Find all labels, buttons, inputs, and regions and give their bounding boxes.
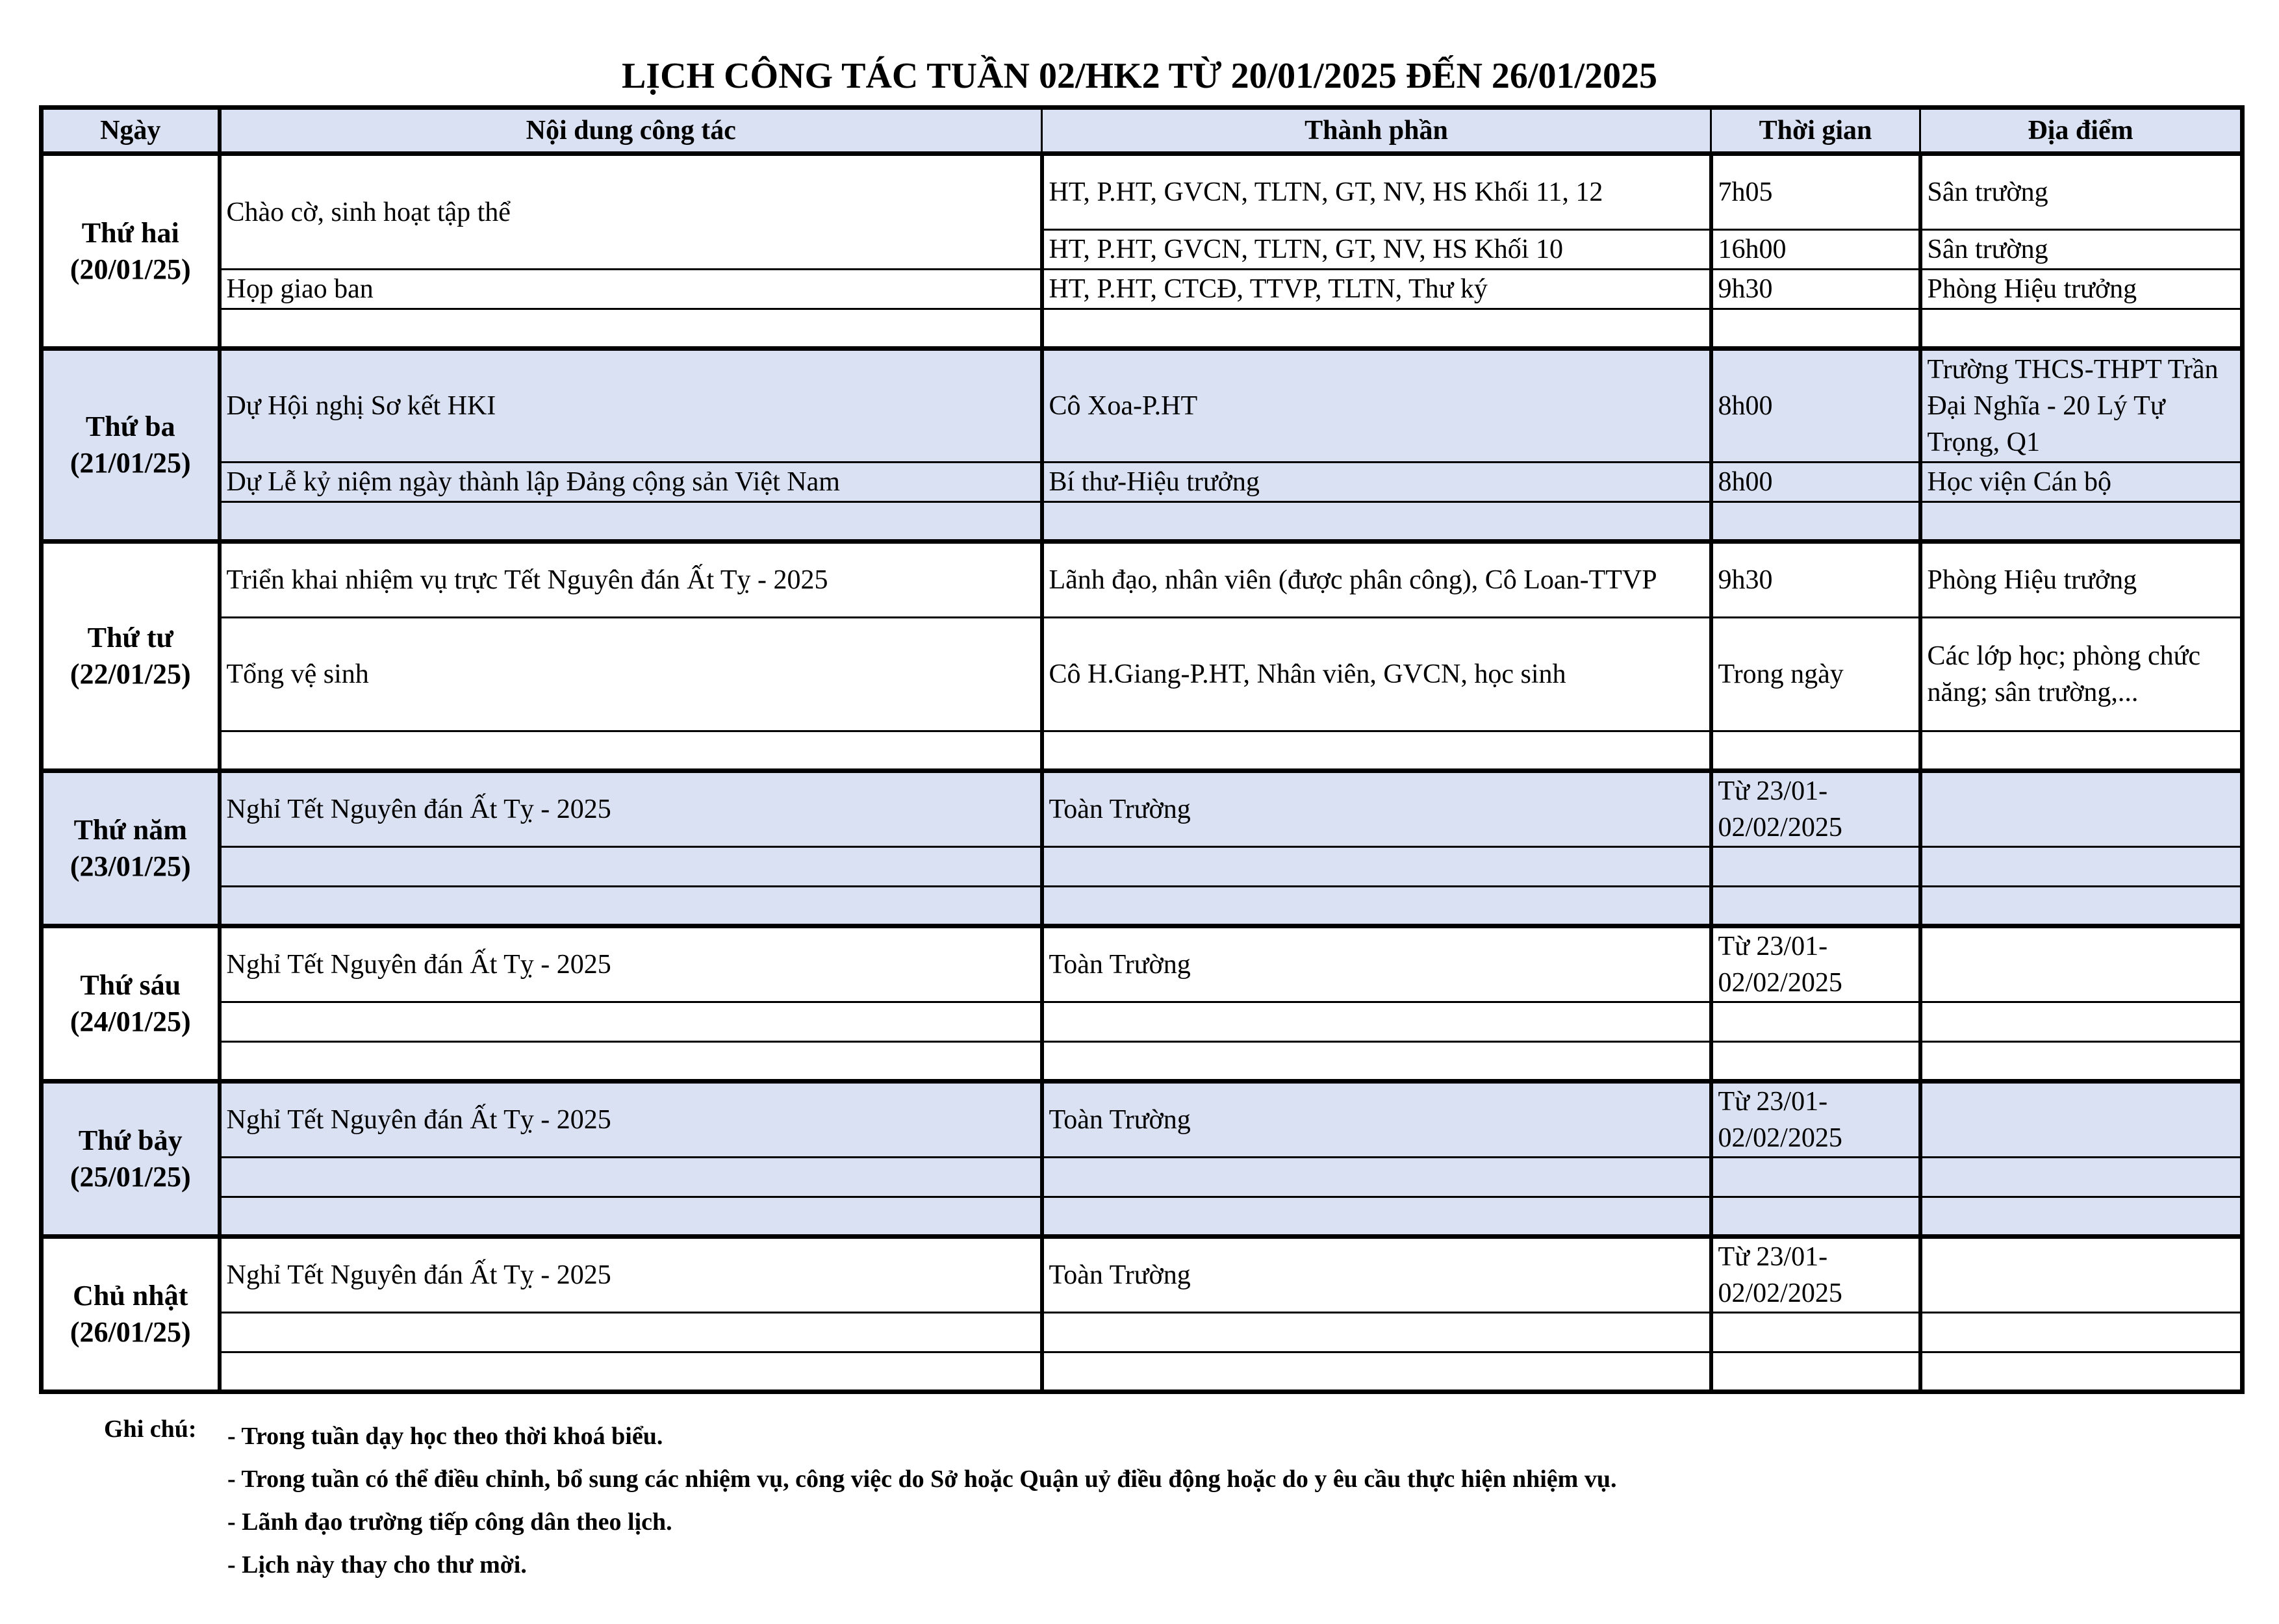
participants-cell — [1042, 309, 1711, 349]
day-name: Thứ ba — [85, 411, 175, 442]
table-row — [42, 618, 2243, 731]
participants-cell — [1042, 1002, 1711, 1042]
table-row — [42, 1313, 2243, 1352]
content-cell — [220, 887, 1042, 926]
place-cell — [1920, 1237, 2243, 1313]
content-cell: Triển khai nhiệm vụ trực Tết Nguyên đán Ất Tỵ - 2025 — [220, 542, 1042, 618]
header-day: Ngày — [42, 108, 220, 154]
time-cell — [1711, 1042, 1920, 1082]
day-group-monday — [42, 154, 2243, 349]
time-cell: 7h05 — [1711, 154, 1920, 230]
content-cell: Họp giao ban — [220, 270, 1042, 309]
place-cell: Phòng Hiệu trưởng — [1920, 270, 2243, 309]
time-cell: Từ 23/01-02/02/2025 — [1711, 1237, 1920, 1313]
time-cell: 9h30 — [1711, 270, 1920, 309]
table-row — [42, 502, 2243, 542]
table-row — [42, 349, 2243, 463]
table-row — [42, 542, 2243, 618]
time-cell: 8h00 — [1711, 463, 1920, 502]
table-row — [42, 731, 2243, 771]
participants-cell: HT, P.HT, GVCN, TLTN, GT, NV, HS Khối 10 — [1042, 230, 1711, 270]
time-cell: 9h30 — [1711, 542, 1920, 618]
participants-cell: Toàn Trường — [1042, 1082, 1711, 1158]
place-cell: Sân trường — [1920, 154, 2243, 230]
day-cell — [42, 1082, 220, 1237]
table-row — [42, 771, 2243, 847]
content-cell: Dự Lễ kỷ niệm ngày thành lập Đảng cộng sản Việt Nam — [220, 463, 1042, 502]
place-cell — [1920, 1042, 2243, 1082]
time-cell — [1711, 1002, 1920, 1042]
time-cell: Từ 23/01-02/02/2025 — [1711, 926, 1920, 1002]
table-row — [42, 1042, 2243, 1082]
content-cell: Dự Hội nghị Sơ kết HKI — [220, 349, 1042, 463]
place-cell — [1920, 1313, 2243, 1352]
content-cell: Nghỉ Tết Nguyên đán Ất Tỵ - 2025 — [220, 1082, 1042, 1158]
table-row — [42, 270, 2243, 309]
time-cell: Từ 23/01-02/02/2025 — [1711, 1082, 1920, 1158]
day-name: Chủ nhật — [73, 1280, 188, 1312]
place-cell: Học viện Cán bộ — [1920, 463, 2243, 502]
content-cell — [220, 1313, 1042, 1352]
place-cell — [1920, 1158, 2243, 1197]
place-cell: Phòng Hiệu trưởng — [1920, 542, 2243, 618]
table-row — [42, 847, 2243, 887]
time-cell: 16h00 — [1711, 230, 1920, 270]
participants-cell: Toàn Trường — [1042, 1237, 1711, 1313]
note-line: - Trong tuần dạy học theo thời khoá biểu. — [227, 1423, 663, 1450]
content-cell — [220, 1158, 1042, 1197]
participants-cell — [1042, 1158, 1711, 1197]
table-row — [42, 1237, 2243, 1313]
participants-cell — [1042, 1352, 1711, 1392]
note-line: - Lãnh đạo trường tiếp công dân theo lịch. — [227, 1508, 672, 1536]
time-cell — [1711, 847, 1920, 887]
day-date: (25/01/25) — [70, 1161, 191, 1193]
time-cell: 8h00 — [1711, 349, 1920, 463]
participants-cell — [1042, 1313, 1711, 1352]
content-cell: Tổng vệ sinh — [220, 618, 1042, 731]
place-cell — [1920, 847, 2243, 887]
table-row — [42, 463, 2243, 502]
content-cell — [220, 1197, 1042, 1237]
header-place: Địa điểm — [1920, 108, 2243, 154]
day-group-tuesday — [42, 349, 2243, 542]
table-row — [42, 1197, 2243, 1237]
participants-cell: Toàn Trường — [1042, 771, 1711, 847]
place-cell — [1920, 887, 2243, 926]
day-group-friday — [42, 926, 2243, 1082]
day-date: (23/01/25) — [70, 850, 191, 882]
participants-cell: Cô H.Giang-P.HT, Nhân viên, GVCN, học sinh — [1042, 618, 1711, 731]
day-date: (22/01/25) — [70, 658, 191, 690]
table-row — [42, 1002, 2243, 1042]
day-group-wednesday — [42, 542, 2243, 771]
place-cell: Trường THCS-THPT Trần Đại Nghĩa - 20 Lý Tự Trọng, Q1 — [1920, 349, 2243, 463]
day-date: (21/01/25) — [70, 447, 191, 479]
table-row — [42, 887, 2243, 926]
place-cell — [1920, 1082, 2243, 1158]
time-cell — [1711, 1352, 1920, 1392]
participants-cell: HT, P.HT, GVCN, TLTN, GT, NV, HS Khối 11, 12 — [1042, 154, 1711, 230]
participants-cell — [1042, 502, 1711, 542]
participants-cell: Toàn Trường — [1042, 926, 1711, 1002]
time-cell — [1711, 1197, 1920, 1237]
day-date: (20/01/25) — [70, 253, 191, 285]
time-cell — [1711, 887, 1920, 926]
place-cell — [1920, 731, 2243, 771]
content-cell — [220, 1042, 1042, 1082]
day-cell — [42, 771, 220, 926]
table-row — [42, 309, 2243, 349]
place-cell — [1920, 1002, 2243, 1042]
time-cell — [1711, 502, 1920, 542]
day-name: Thứ hai — [81, 216, 179, 249]
time-cell — [1711, 1158, 1920, 1197]
content-cell: Chào cờ, sinh hoạt tập thể — [220, 154, 1042, 270]
day-cell — [42, 154, 220, 349]
day-date: (26/01/25) — [70, 1316, 191, 1348]
time-cell — [1711, 731, 1920, 771]
participants-cell — [1042, 887, 1711, 926]
content-cell: Nghỉ Tết Nguyên đán Ất Tỵ - 2025 — [220, 1237, 1042, 1313]
content-cell: Nghỉ Tết Nguyên đán Ất Tỵ - 2025 — [220, 926, 1042, 1002]
day-group-thursday — [42, 771, 2243, 926]
time-cell — [1711, 1313, 1920, 1352]
time-cell: Từ 23/01-02/02/2025 — [1711, 771, 1920, 847]
place-cell — [1920, 502, 2243, 542]
day-name: Thứ tư — [87, 622, 173, 653]
header-participants: Thành phần — [1042, 108, 1711, 154]
day-name: Thứ sáu — [80, 969, 181, 1001]
participants-cell: Cô Xoa-P.HT — [1042, 349, 1711, 463]
participants-cell: Lãnh đạo, nhân viên (được phân công), Cô Loan-TTVP — [1042, 542, 1711, 618]
day-group-sunday — [42, 1237, 2243, 1392]
content-cell — [220, 309, 1042, 349]
notes-label: Ghi chú: — [104, 1415, 197, 1443]
place-cell: Sân trường — [1920, 230, 2243, 270]
table-row — [42, 926, 2243, 1002]
table-row — [42, 1158, 2243, 1197]
header-time: Thời gian — [1711, 108, 1920, 154]
day-name: Thứ bảy — [78, 1124, 183, 1156]
content-cell — [220, 1002, 1042, 1042]
day-cell — [42, 1237, 220, 1392]
content-cell — [220, 1352, 1042, 1392]
schedule-table — [39, 105, 2245, 1394]
table-row — [42, 154, 2243, 230]
table-row — [42, 1352, 2243, 1392]
day-cell — [42, 349, 220, 542]
day-name: Thứ năm — [73, 814, 187, 846]
header-content: Nội dung công tác — [220, 108, 1042, 154]
place-cell — [1920, 926, 2243, 1002]
content-cell — [220, 502, 1042, 542]
participants-cell: HT, P.HT, CTCĐ, TTVP, TLTN, Thư ký — [1042, 270, 1711, 309]
place-cell — [1920, 771, 2243, 847]
table-row — [42, 1082, 2243, 1158]
participants-cell — [1042, 847, 1711, 887]
note-line: - Trong tuần có thể điều chỉnh, bổ sung các nhiệm vụ, công việc do Sở hoặc Quận uỷ điều động hoặc do y êu cầu thực hiện nhiệm vụ. — [227, 1465, 1617, 1493]
participants-cell — [1042, 731, 1711, 771]
place-cell — [1920, 1197, 2243, 1237]
page-title: LỊCH CÔNG TÁC TUẦN 02/HK2 TỪ 20/01/2025 ĐẾN 26/01/2025 — [621, 56, 1658, 96]
participants-cell — [1042, 1042, 1711, 1082]
note-line: - Lịch này thay cho thư mời. — [227, 1551, 527, 1579]
content-cell — [220, 731, 1042, 771]
place-cell — [1920, 309, 2243, 349]
day-date: (24/01/25) — [70, 1006, 191, 1037]
notes-list — [227, 1415, 2176, 1586]
participants-cell: Bí thư-Hiệu trưởng — [1042, 463, 1711, 502]
header-row — [42, 108, 2243, 154]
day-group-saturday — [42, 1082, 2243, 1237]
day-cell — [42, 542, 220, 771]
day-cell — [42, 926, 220, 1082]
time-cell — [1711, 309, 1920, 349]
content-cell — [220, 847, 1042, 887]
time-cell: Trong ngày — [1711, 618, 1920, 731]
participants-cell — [1042, 1197, 1711, 1237]
content-cell: Nghỉ Tết Nguyên đán Ất Tỵ - 2025 — [220, 771, 1042, 847]
place-cell — [1920, 1352, 2243, 1392]
place-cell: Các lớp học; phòng chức năng; sân trường,... — [1920, 618, 2243, 731]
